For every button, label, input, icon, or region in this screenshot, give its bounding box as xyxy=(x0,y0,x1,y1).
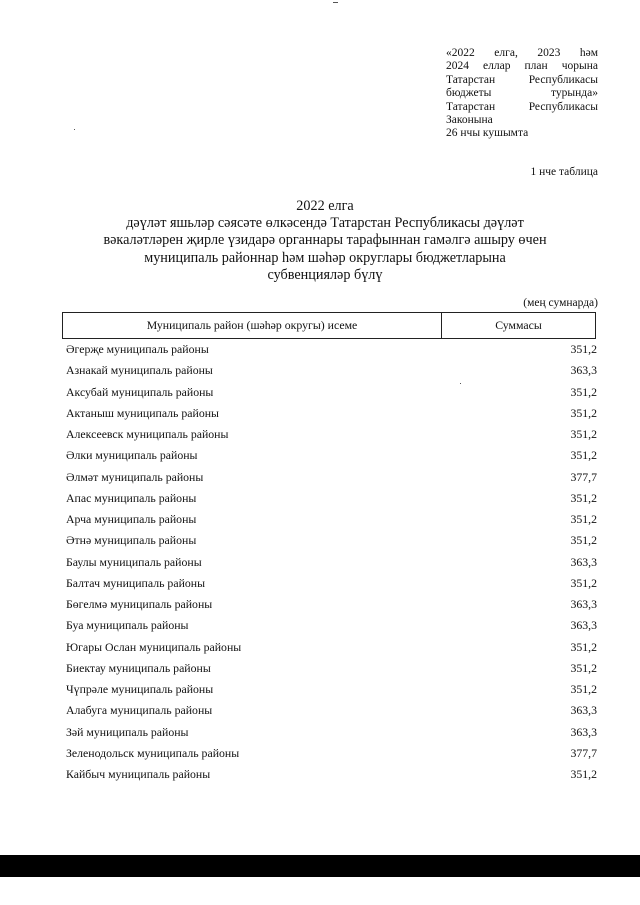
table-row xyxy=(66,637,599,658)
title-line: субвенцияләр бүлү xyxy=(267,266,383,283)
table-row xyxy=(66,552,599,573)
district-name: Алексеевск муниципаль районы xyxy=(66,427,229,442)
district-name: Балтач муниципаль районы xyxy=(66,575,206,590)
table-row xyxy=(66,594,599,615)
district-name: Әтнә муниципаль районы xyxy=(66,533,197,548)
subvention-amount: 363,3 xyxy=(570,724,597,739)
appendix-note-line: бюджеты турында» xyxy=(446,87,598,100)
appendix-note-line: 2024 еллар план чорына xyxy=(446,60,598,73)
column-header-name: Муниципаль район (шәһәр округы) исеме xyxy=(63,313,442,338)
table-row xyxy=(66,467,599,488)
subvention-amount: 377,7 xyxy=(570,469,597,484)
district-name: Югары Ослан муниципаль районы xyxy=(66,639,242,654)
subvention-amount: 377,7 xyxy=(570,745,597,760)
title-line: вәкаләтләрен җирле үзидарә органнары тарафыннан гамәлгә ашыру өчен xyxy=(103,232,547,249)
subvention-amount: 351,2 xyxy=(570,660,597,675)
district-name: Арча муниципаль районы xyxy=(66,512,197,527)
table-row xyxy=(66,339,599,360)
table-row xyxy=(66,530,599,551)
district-name: Зәй муниципаль районы xyxy=(66,724,189,739)
subvention-amount: 363,3 xyxy=(570,618,597,633)
subvention-amount: 363,3 xyxy=(570,554,597,569)
district-name: Әгерҗе муниципаль районы xyxy=(66,342,209,357)
title-line: муниципаль районнар һәм шәһәр округлары бюджетларына xyxy=(144,249,506,266)
district-name: Биектау муниципаль районы xyxy=(66,660,211,675)
subvention-amount: 351,2 xyxy=(570,384,597,399)
district-name: Әлмәт муниципаль районы xyxy=(66,469,204,484)
subvention-amount: 351,2 xyxy=(570,512,597,527)
scan-speck xyxy=(460,383,461,384)
district-name: Азнакай муниципаль районы xyxy=(66,363,213,378)
table-row xyxy=(66,509,599,530)
table-row xyxy=(66,360,599,381)
subvention-amount: 363,3 xyxy=(570,703,597,718)
subvention-amount: 351,2 xyxy=(570,575,597,590)
title-line: дәүләт яшьләр сәясәте өлкәсендә Татарстан Республикасы дәүләт xyxy=(126,215,524,232)
district-name: Бөгелмә муниципаль районы xyxy=(66,597,213,612)
table-body xyxy=(66,339,599,785)
subvention-amount: 351,2 xyxy=(570,427,597,442)
subvention-amount: 351,2 xyxy=(570,448,597,463)
appendix-note-line: Законына xyxy=(446,114,493,127)
table-row xyxy=(66,615,599,636)
table-row xyxy=(66,445,599,466)
subvention-amount: 363,3 xyxy=(570,363,597,378)
district-name: Буа муниципаль районы xyxy=(66,618,189,633)
district-name: Аксубай муниципаль районы xyxy=(66,384,214,399)
scan-speck xyxy=(74,129,75,130)
appendix-note-line: 26 нчы кушымта xyxy=(446,127,529,140)
scan-speck xyxy=(333,2,338,3)
table-header xyxy=(62,312,596,339)
district-name: Баулы муниципаль районы xyxy=(66,554,202,569)
column-header-amount: Суммасы xyxy=(495,318,542,332)
district-name: Кайбыч муниципаль районы xyxy=(66,767,211,782)
district-name: Актаныш муниципаль районы xyxy=(66,405,219,420)
table-row xyxy=(66,700,599,721)
table-row xyxy=(66,403,599,424)
table-row xyxy=(66,722,599,743)
table-row xyxy=(66,764,599,785)
district-name: Зеленодольск муниципаль районы xyxy=(66,745,240,760)
appendix-note-line: Татарстан Республикасы xyxy=(446,73,598,86)
table-number: 1 нче таблица xyxy=(530,166,598,178)
subvention-amount: 351,2 xyxy=(570,767,597,782)
unit-label: (мең сумнарда) xyxy=(523,297,598,309)
table-row xyxy=(66,382,599,403)
table-row xyxy=(66,424,599,445)
district-name: Чүпрәле муниципаль районы xyxy=(66,682,214,697)
subvention-amount: 351,2 xyxy=(570,405,597,420)
subvention-amount: 351,2 xyxy=(570,342,597,357)
document-title xyxy=(100,198,550,284)
district-name: Алабуга муниципаль районы xyxy=(66,703,213,718)
table-row xyxy=(66,658,599,679)
subvention-amount: 351,2 xyxy=(570,682,597,697)
subvention-amount: 363,3 xyxy=(570,597,597,612)
title-line: 2022 елга xyxy=(296,198,354,214)
appendix-note-line: Татарстан Республикасы xyxy=(446,100,598,113)
subvention-amount: 351,2 xyxy=(570,533,597,548)
scan-bottom-border xyxy=(0,855,640,877)
table-row xyxy=(66,679,599,700)
table-row xyxy=(66,488,599,509)
table-row xyxy=(66,573,599,594)
subvention-amount: 351,2 xyxy=(570,490,597,505)
table-row xyxy=(66,743,599,764)
subvention-amount: 351,2 xyxy=(570,639,597,654)
appendix-note xyxy=(446,47,598,141)
appendix-note-line: «2022 елга, 2023 һәм xyxy=(446,47,598,59)
district-name: Әлки муниципаль районы xyxy=(66,448,198,463)
district-name: Апас муниципаль районы xyxy=(66,490,197,505)
